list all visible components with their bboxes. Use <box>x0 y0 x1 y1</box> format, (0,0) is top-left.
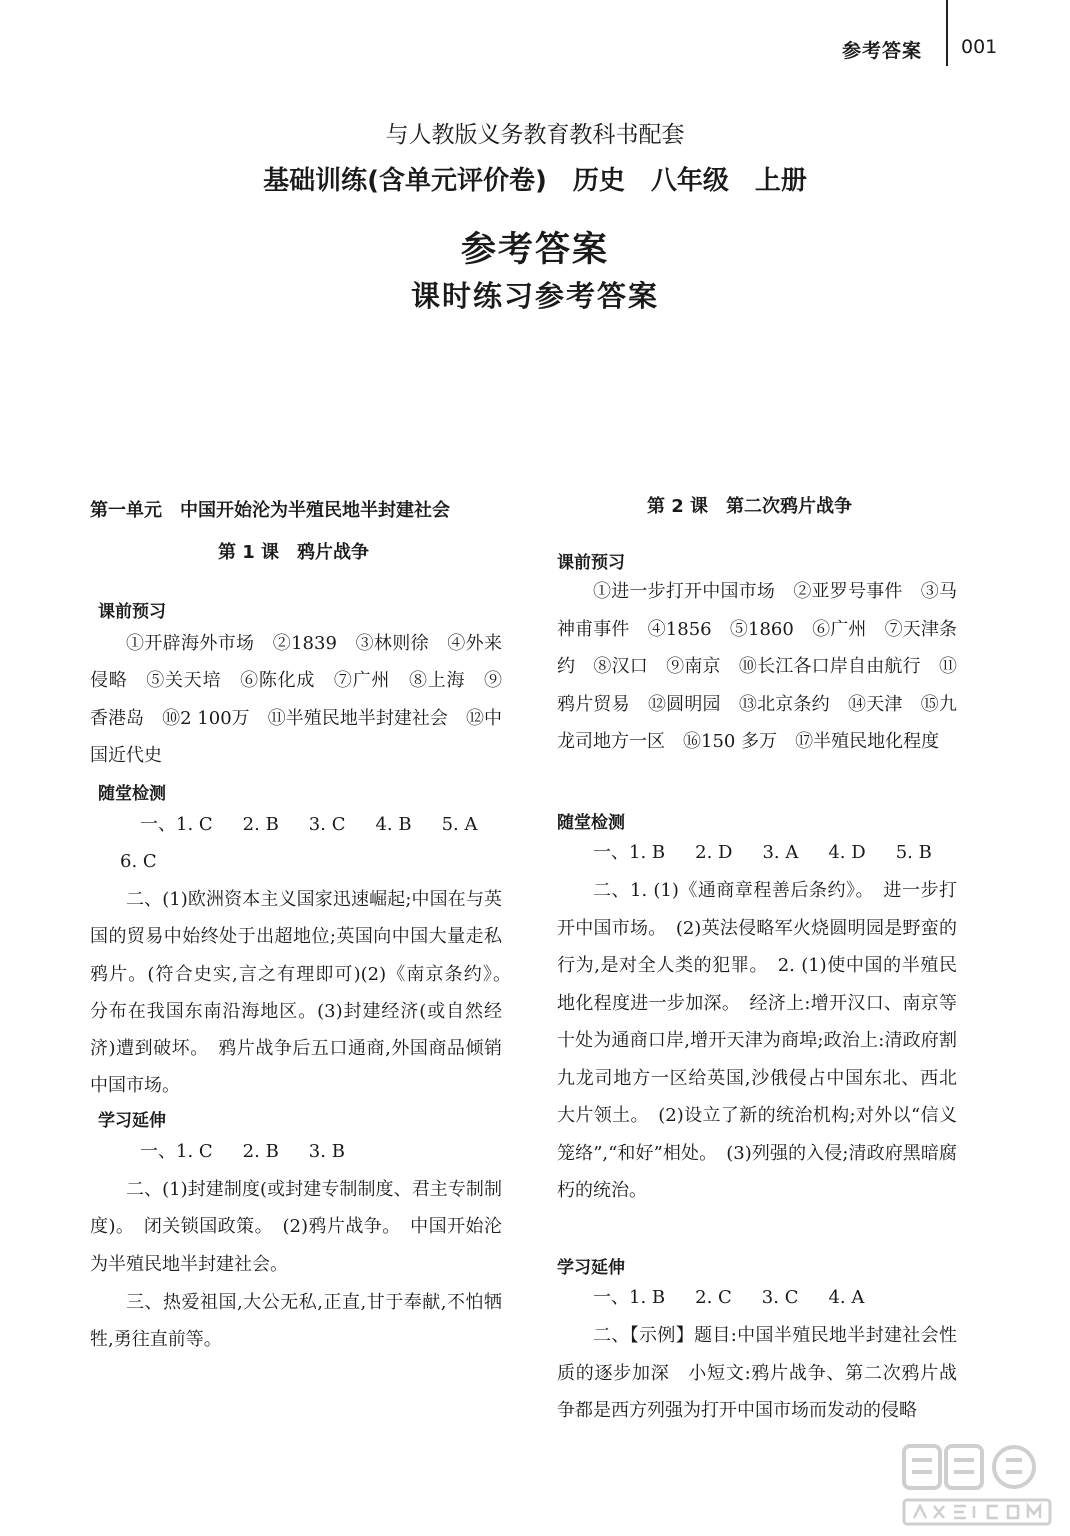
main-title: 参考答案 <box>460 230 609 270</box>
short-answer: 二、1. (1)《通商章程善后条约》。 进一步打开中国市场。 (2)英法侵略军火烧圆明园是野蛮的行为,是对全人类的犯罪。 2. (1)使中国的半殖民地化程度进一步加深。 经济上:增开汉口、南京等十处为通商口岸,增开天津为商埠;政治上:清政府割九龙司地方一区给英国,沙俄侵占中国东北、西北大片领土。 (2)设立了新的统治机构;对外以“信义笼络”,“和好”相处。 (3)列强的入侵;清政府黑暗腐朽的统治。 <box>557 880 957 1201</box>
series-title: 与人教版义务教育教科书配套 <box>385 122 685 148</box>
choice-answers <box>593 834 973 872</box>
answer-item: 3. C <box>761 1287 799 1308</box>
short-answer: 二、(1)封建制度(或封建专制制度、君主专制制度)。 闭关锁国政策。 (2)鸦片战争。 中国开始沦为半殖民地半封建社会。 <box>90 1179 502 1275</box>
page-number: 001 <box>961 36 998 58</box>
lesson-title: 第 1 课 鸦片战争 <box>218 542 370 563</box>
section-heading: 随堂检测 <box>98 784 166 804</box>
preview-answers: ①开辟海外市场 ②1839 ③林则徐 ④外来侵略 ⑤关天培 ⑥陈化成 ⑦广州 ⑧上海 ⑨香港岛 ⑩2 100万 ⑪半殖民地半封建社会 ⑫中国近代史 <box>90 633 502 766</box>
answer-item: 一、1. B <box>593 1287 666 1308</box>
answer-item: 一、1. B <box>593 842 666 863</box>
answer-item: 一、1. C <box>140 814 213 835</box>
answer-item: 2. D <box>695 842 733 863</box>
short-answer: 三、热爱祖国,大公无私,正直,甘于奉献,不怕牺牲,勇往直前等。 <box>90 1292 502 1351</box>
sub-title: 课时练习参考答案 <box>410 279 659 313</box>
answer-item: 3. B <box>308 1141 345 1162</box>
lesson-title: 第 2 课 第二次鸦片战争 <box>647 496 853 517</box>
answer-item: 5. B <box>895 842 932 863</box>
choice-answers <box>593 1279 973 1317</box>
header-label: 参考答案 <box>842 40 923 62</box>
answer-item: 2. B <box>242 1141 279 1162</box>
answer-item: 一、1. C <box>140 1141 213 1162</box>
preview-answers: ①进一步打开中国市场 ②亚罗号事件 ③马神甫事件 ④1856 ⑤1860 ⑥广州 ⑦天津条约 ⑧汉口 ⑨南京 ⑩长江各口岸自由航行 ⑪鸦片贸易 ⑫圆明园 ⑬北京条约 ⑭天津 ⑮九龙司地方一区 ⑯150 多万 ⑰半殖民地化程度 <box>557 581 957 752</box>
section-heading: 随堂检测 <box>557 813 625 833</box>
choice-answers <box>140 806 520 843</box>
answer-item: 2. C <box>695 1287 732 1308</box>
answer-item: 6. C <box>120 851 157 872</box>
answer-item: 3. A <box>762 842 799 863</box>
header-rule <box>946 0 948 66</box>
section-heading: 学习延伸 <box>557 1258 625 1278</box>
unit-title: 第一单元 中国开始沦为半殖民地半封建社会 <box>90 500 450 521</box>
short-answer: 二、【示例】题目:中国半殖民地半封建社会性质的逐步加深 小短文:鸦片战争、第二次鸦片战争都是西方列强为打开中国市场而发动的侵略 <box>557 1325 957 1421</box>
answer-item: 5. A <box>441 814 478 835</box>
answer-item: 4. B <box>375 814 412 835</box>
section-heading: 课前预习 <box>557 553 625 573</box>
short-answer: 二、(1)欧洲资本主义国家迅速崛起;中国在与英国的贸易中始终处于出超地位;英国向中国大量走私鸦片。(符合史实,言之有理即可)(2)《南京条约》。 分布在我国东南沿海地区。(3)封建经济(或自然经济)遭到破坏。 鸦片战争后五口通商,外国商品倾销中国市场。 <box>90 889 520 1097</box>
answer-item: 4. A <box>828 1287 865 1308</box>
answer-item: 3. C <box>308 814 346 835</box>
book-title: 基础训练(含单元评价卷) 历史 八年级 上册 <box>263 166 807 196</box>
watermark-logo <box>898 1442 1058 1532</box>
section-heading: 课前预习 <box>98 602 166 622</box>
answer-item: 4. D <box>828 842 866 863</box>
section-heading: 学习延伸 <box>98 1111 166 1131</box>
choice-answers <box>140 1133 520 1170</box>
answer-item: 2. B <box>242 814 279 835</box>
